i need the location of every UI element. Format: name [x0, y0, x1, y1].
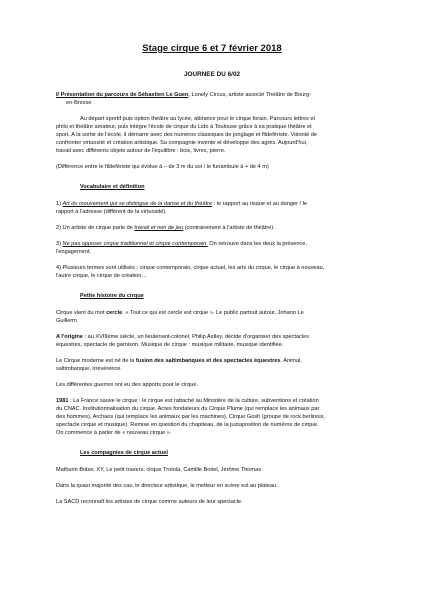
history-p5-bold: 1981 [56, 398, 69, 404]
history-p1-bold: cercle [106, 310, 123, 316]
day-heading: JOURNEE DU 6/02 [183, 71, 241, 78]
history-p2-line2: équestres, spectacle de garnison. Musique de cirque : musique militaire, musique identifiée. [56, 342, 284, 348]
section1-para-line: confronter virtuosité et création artistique. Sa compagnie invente et développe des agrès. Aujourd'hui, [56, 140, 308, 146]
companies-line: La SACD reconnaît les artistes de cirque comme auteurs de leur spectacle. [56, 499, 243, 505]
vocab-item1 [56, 201, 307, 208]
history-p1-rest: . « Tout ce qui est cercle est cirque ». Le public partout autour. Johann Le [122, 310, 304, 316]
section1-para-line: travail avec différents objets autour de l'équilibre : bois, livres, pierre. [56, 148, 226, 154]
vocab-item1-emphasis: Art du mouvement qui se distingue de la danse et du théâtre [62, 201, 213, 207]
vocab-item3-emphasis: Ne pas opposer cirque traditionnel et cirque contemporain. [62, 241, 208, 247]
companies-line: Dans la quasi majorité des cas, le directeur artistique, le metteur en scène est au plateau. [56, 483, 278, 489]
section1-heading-line2: en-Bresse [66, 100, 92, 106]
vocab-item2 [56, 225, 275, 232]
difference-note: (Différence entre le fildefériste qui évolue à – de 3 m du sol / le funambule à + de 4 m) [56, 164, 269, 170]
section1-heading: I/ Présentation du parcours de Sébastien Le Guen [56, 92, 189, 98]
vocab-item2-prefix: 2) Un artiste de cirque parle de [56, 225, 135, 231]
companies-line: Mathurin Bolze, XY, Le petit travers, cirque Trotola, Camille Boitel, Jérôme Thomas [56, 467, 261, 473]
history-p2-rest: : au XVIIIème siècle, un lieutenant-colonel, Philip Astley, décide d'organiser des spectacles [82, 334, 310, 340]
vocab-item1-line2: rapport à l'adresse (différent de la virtuosité). [56, 209, 167, 215]
history-p3-prefix: Le Cirque moderne est né de la [56, 358, 136, 364]
history-p3-rest: . Animal, [280, 358, 302, 364]
history-p2-bold: A l'origine [56, 334, 83, 340]
vocab-item3-rest: On retrouve dans les deux la présence, [207, 241, 307, 247]
vocab-item2-rest: (contrairement à l'artiste de théâtre). [183, 225, 275, 231]
vocab-item3-prefix: 3) [56, 241, 63, 247]
vocab-item3 [56, 241, 307, 248]
history-p5-line: des hommes), Archaos (qui remplace les animaux par les machines), Cirque Gosh (groupe de rock berlinois, [56, 414, 325, 420]
history-p5 [56, 398, 319, 405]
history-p1-line2: Guillerm [56, 318, 77, 324]
companies-heading: Les compagnies de cirque actuel [80, 450, 168, 456]
history-p5-line: du CNAC. Institutionnalisation du cirque. Actes fondateurs du Cirque Plume (qui remplace les animaux par [56, 406, 320, 412]
vocab-item4-line2: l'autre cirque, le cirque de création… [56, 273, 147, 279]
history-p5-line: spectacle cirque et musique). Remise en question du chapiteau, de la juxtaposition de numéros de cirque. [56, 422, 319, 428]
section1-heading-rest: , Lonely Circus, artiste associé Théâtre de Bourg- [188, 92, 312, 98]
section1-para-line: Au départ sportif puis option théâtre au lycée, attirance pour le cirque forain. Parcours lettres et [80, 116, 316, 122]
history-p5-line: On commence à parler de « nouveau cirque ». [56, 430, 172, 436]
vocab-item1-rest: : le rapport au risque et au danger / le [212, 201, 307, 207]
history-p3-bold: fusion des saltimbanques et des spectacles équestres [135, 358, 281, 364]
history-p5-line: : La France sauve le cirque : le cirque est rattaché au Ministère de la culture, subventions et création [68, 398, 319, 404]
vocab-item1-prefix: 1) [56, 201, 63, 207]
history-p4: Les différentes guerres ont eu des apports pour le cirque. [56, 382, 199, 388]
history-p3 [56, 358, 302, 365]
vocab-item4: 4) Plusieurs termes sont utilisés : cirque contemporain, cirque actuel, les arts du cirque, le cirque à nouveau, [56, 265, 325, 271]
document-title: Stage cirque 6 et 7 février 2018 [142, 43, 282, 54]
section1-para-line: sport. A la sortie de l'école, il démarre avec des numéros classiques de jonglage et fildefériste. Volonté de [56, 132, 318, 138]
history-p2 [56, 334, 309, 341]
vocab-item3-line2: l'engagement. [56, 249, 91, 255]
history-p1-prefix: Cirque vient du mot [56, 310, 107, 316]
vocab-heading: Vocabulaire et définition [80, 184, 145, 190]
history-p1 [56, 310, 304, 317]
history-heading: Petite histoire du cirque [80, 293, 144, 299]
vocab-item2-emphasis: travail et non de jeu [134, 225, 184, 231]
section1-para-line: philo et théâtre amateur, puis intègre l'école de cirque du Lido à Toulouse grâce à sa pratique théâtre et [56, 124, 312, 130]
history-p3-line2: saltimbanque, irrévérence. [56, 366, 122, 372]
section1-heading-line [56, 92, 311, 99]
